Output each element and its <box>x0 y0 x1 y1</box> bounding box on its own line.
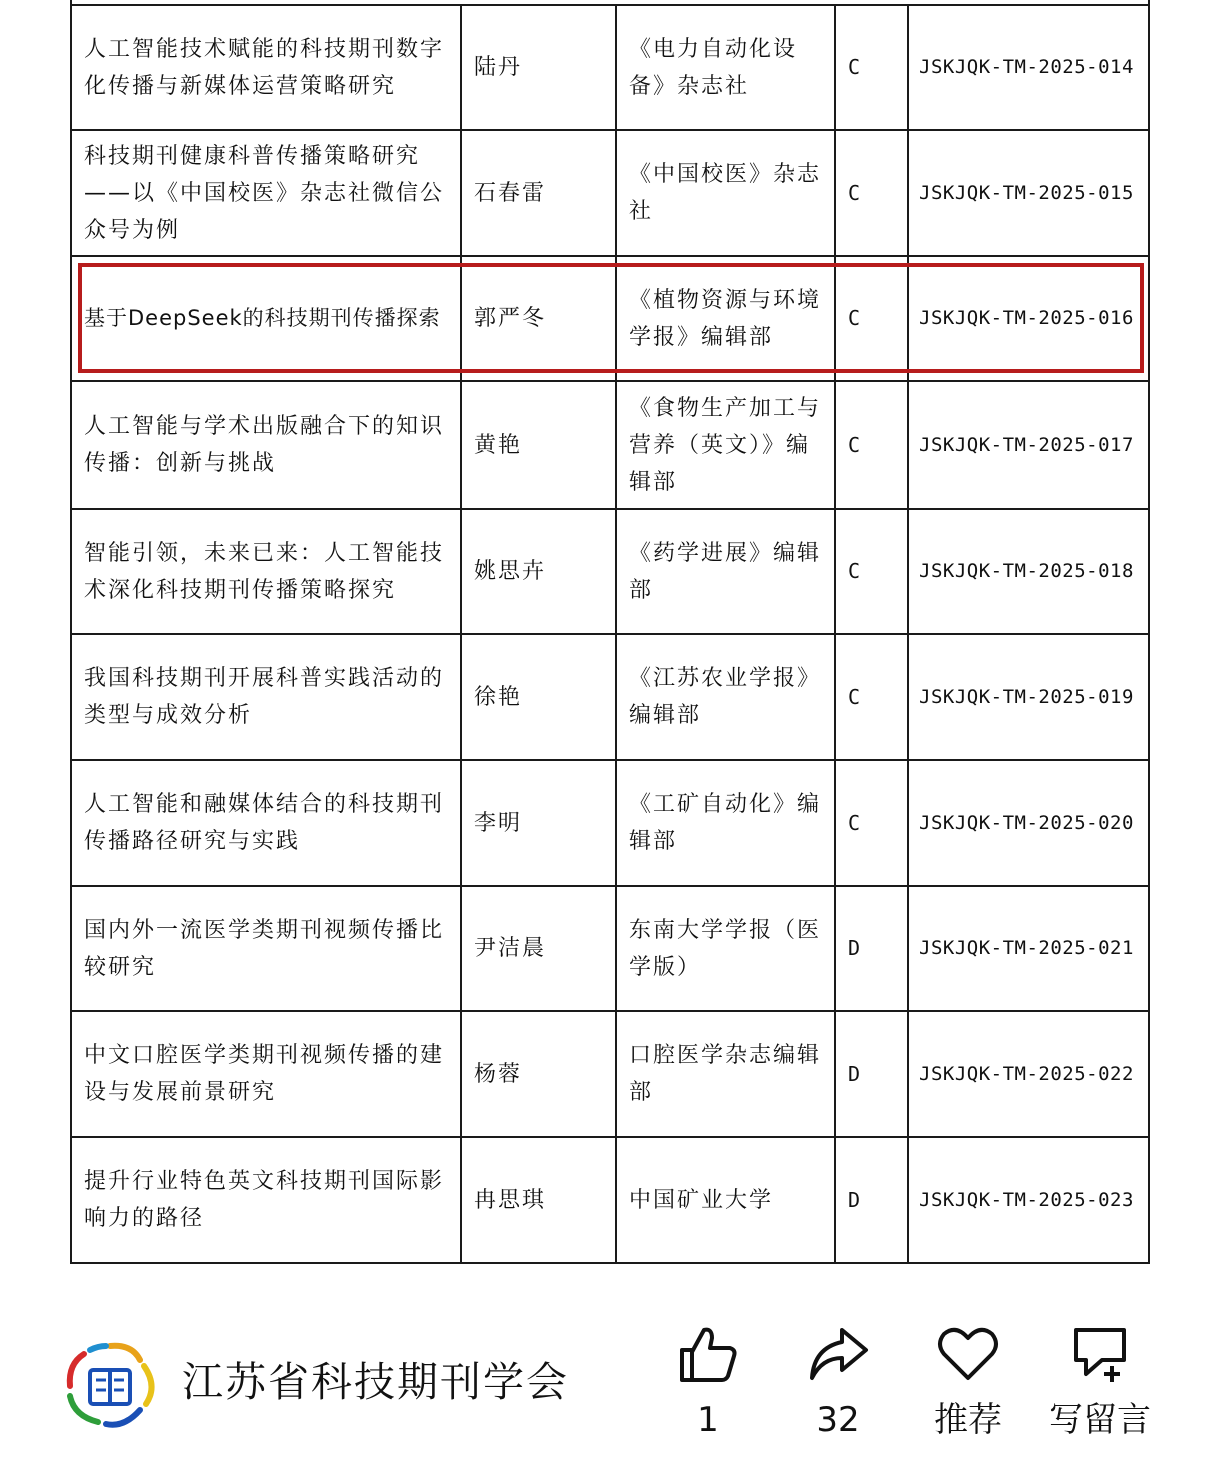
write-comment-button[interactable] <box>1040 1322 1160 1462</box>
like-button[interactable] <box>648 1322 768 1462</box>
table-row <box>71 130 1149 256</box>
author-name: 陆丹 <box>461 5 616 130</box>
comment-label: 写留言 <box>1049 1400 1151 1440</box>
project-code: JSKJQK-TM-2025-015 <box>908 130 1149 256</box>
author-name: 李明 <box>461 760 616 886</box>
paper-title: 基于DeepSeek的科技期刊传播探索 <box>71 256 461 381</box>
project-code: JSKJQK-TM-2025-017 <box>908 381 1149 509</box>
unit-name: 《药学进展》编辑部 <box>616 509 835 634</box>
paper-title: 中文口腔医学类期刊视频传播的建设与发展前景研究 <box>71 1011 461 1137</box>
table-row <box>71 509 1149 634</box>
recommend-label: 推荐 <box>934 1400 1002 1440</box>
paper-title: 智能引领，未来已来：人工智能技术深化科技期刊传播策略探究 <box>71 509 461 634</box>
unit-name: 《食物生产加工与营养（英文）》编辑部 <box>616 381 835 509</box>
paper-title: 国内外一流医学类期刊视频传播比较研究 <box>71 886 461 1011</box>
thumbs-up-icon <box>676 1322 740 1386</box>
project-code: JSKJQK-TM-2025-016 <box>908 256 1149 381</box>
results-table <box>70 0 1150 1264</box>
paper-title: 科技期刊健康科普传播策略研究——以《中国校医》杂志社微信公众号为例 <box>71 130 461 256</box>
unit-name: 东南大学学报（医学版） <box>616 886 835 1011</box>
comment-add-icon <box>1068 1322 1132 1386</box>
grade: C <box>835 634 908 760</box>
grade: C <box>835 509 908 634</box>
unit-name: 《植物资源与环境学报》编辑部 <box>616 256 835 381</box>
grade: C <box>835 760 908 886</box>
unit-name: 《工矿自动化》编辑部 <box>616 760 835 886</box>
project-code: JSKJQK-TM-2025-021 <box>908 886 1149 1011</box>
paper-title: 人工智能和融媒体结合的科技期刊传播路径研究与实践 <box>71 760 461 886</box>
author-name: 徐艳 <box>461 634 616 760</box>
table-row-highlighted <box>71 256 1149 381</box>
org-name[interactable]: 江苏省科技期刊学会 <box>182 1358 569 1406</box>
share-icon <box>806 1322 870 1386</box>
table-row <box>71 1011 1149 1137</box>
project-code: JSKJQK-TM-2025-018 <box>908 509 1149 634</box>
author-name: 冉思琪 <box>461 1137 616 1263</box>
grade: C <box>835 381 908 509</box>
project-code: JSKJQK-TM-2025-019 <box>908 634 1149 760</box>
project-code: JSKJQK-TM-2025-023 <box>908 1137 1149 1263</box>
author-name: 石春雷 <box>461 130 616 256</box>
unit-name: 《电力自动化设备》杂志社 <box>616 5 835 130</box>
grade: C <box>835 256 908 381</box>
unit-name: 口腔医学杂志编辑部 <box>616 1011 835 1137</box>
grade: D <box>835 1011 908 1137</box>
paper-title: 提升行业特色英文科技期刊国际影响力的路径 <box>71 1137 461 1263</box>
heart-icon <box>936 1322 1000 1386</box>
grade: C <box>835 130 908 256</box>
share-count: 32 <box>816 1400 860 1440</box>
author-name: 郭严冬 <box>461 256 616 381</box>
results-table-container <box>70 0 1148 1264</box>
logo-icon[interactable] <box>62 1340 158 1430</box>
share-button[interactable] <box>778 1322 898 1462</box>
grade: C <box>835 5 908 130</box>
table-row <box>71 381 1149 509</box>
project-code: JSKJQK-TM-2025-020 <box>908 760 1149 886</box>
table-row <box>71 1137 1149 1263</box>
table-row <box>71 634 1149 760</box>
recommend-button[interactable] <box>908 1322 1028 1462</box>
author-name: 杨蓉 <box>461 1011 616 1137</box>
like-count: 1 <box>697 1400 719 1440</box>
table-row <box>71 760 1149 886</box>
table-row <box>71 5 1149 130</box>
project-code: JSKJQK-TM-2025-014 <box>908 5 1149 130</box>
unit-name: 中国矿业大学 <box>616 1137 835 1263</box>
table-row <box>71 886 1149 1011</box>
paper-title: 我国科技期刊开展科普实践活动的类型与成效分析 <box>71 634 461 760</box>
author-name: 尹洁晨 <box>461 886 616 1011</box>
paper-title: 人工智能与学术出版融合下的知识传播：创新与挑战 <box>71 381 461 509</box>
grade: D <box>835 886 908 1011</box>
grade: D <box>835 1137 908 1263</box>
unit-name: 《江苏农业学报》编辑部 <box>616 634 835 760</box>
author-name: 姚思卉 <box>461 509 616 634</box>
unit-name: 《中国校医》杂志社 <box>616 130 835 256</box>
account-footer <box>0 1300 1216 1472</box>
paper-title: 人工智能技术赋能的科技期刊数字化传播与新媒体运营策略研究 <box>71 5 461 130</box>
author-name: 黄艳 <box>461 381 616 509</box>
project-code: JSKJQK-TM-2025-022 <box>908 1011 1149 1137</box>
